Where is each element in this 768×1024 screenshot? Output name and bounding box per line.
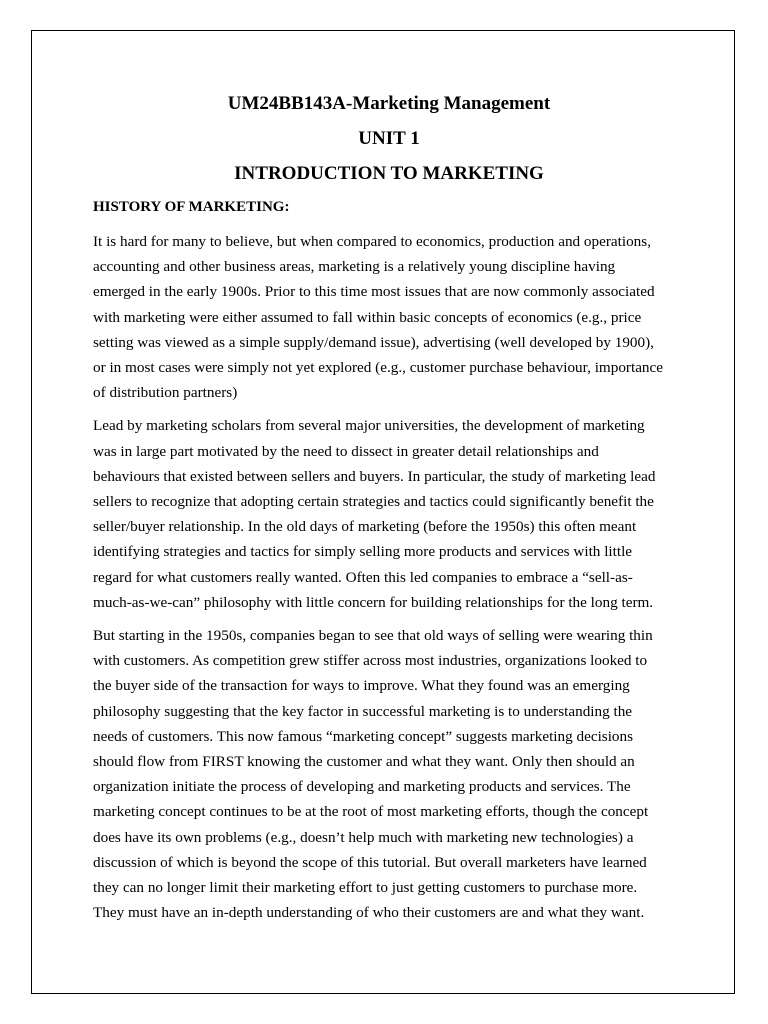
text-line: sellers to recognize that adopting certain strategies and tactics could significantly benefit the	[93, 493, 654, 511]
text-line: Lead by marketing scholars from several major universities, the development of marketing	[93, 417, 645, 435]
text-line: of distribution partners)	[93, 384, 238, 402]
text-line: discussion of which is beyond the scope of this tutorial. But overall marketers have learned	[93, 853, 647, 871]
paragraph-3	[93, 623, 685, 925]
paragraph-2	[93, 413, 685, 615]
text-line: seller/buyer relationship. In the old days of marketing (before the 1950s) this often meant	[93, 518, 637, 536]
text-line: does have its own problems (e.g., doesn’t help much with marketing new technologies) a	[93, 828, 634, 846]
text-line: the buyer side of the transaction for ways to improve. What they found was an emerging	[93, 677, 630, 695]
text-line: They must have an in-depth understanding of who their customers are and what they want.	[93, 904, 645, 922]
text-line: identifying strategies and tactics for simply selling more products and services with little	[93, 543, 633, 561]
text-line: accounting and other business areas, marketing is a relatively young discipline having	[93, 258, 616, 276]
text-line: behaviours that existed between sellers and buyers. In particular, the study of marketing lead	[93, 467, 656, 485]
text-line: much-as-we-can” philosophy with little concern for building relationships for the long term.	[93, 593, 654, 611]
text-line: should flow from FIRST knowing the customer and what they want. Only then should an	[93, 753, 635, 771]
text-line: needs of customers. This now famous “marketing concept” suggests marketing decisions	[93, 727, 634, 745]
course-title: UM24BB143A-Marketing Management	[227, 93, 551, 114]
text-line: But starting in the 1950s, companies began to see that old ways of selling were wearing thin	[93, 627, 653, 645]
text-line: or in most cases were simply not yet explored (e.g., customer purchase behaviour, importance	[93, 359, 664, 377]
unit-title: INTRODUCTION TO MARKETING	[234, 163, 544, 184]
text-line: emerged in the early 1900s. Prior to this time most issues that are now commonly associated	[93, 283, 655, 301]
text-line: with marketing were either assumed to fall within basic concepts of economics (e.g., price	[93, 308, 642, 326]
text-line: philosophy suggesting that the key factor in successful marketing is to understanding the	[93, 702, 633, 720]
text-line: regard for what customers really wanted. Often this led companies to embrace a “sell-as-	[93, 568, 633, 586]
text-line: marketing concept continues to be at the root of most marketing efforts, though the concept	[93, 803, 649, 821]
paragraph-1	[93, 229, 685, 405]
section-heading: HISTORY OF MARKETING:	[93, 199, 290, 215]
unit-number: UNIT 1	[358, 128, 420, 149]
text-line: was in large part motivated by the need to dissect in greater detail relationships and	[93, 442, 599, 460]
text-line: It is hard for many to believe, but when compared to economics, production and operations,	[93, 233, 651, 250]
text-line: they can no longer limit their marketing effort to just getting customers to purchase more.	[93, 879, 638, 897]
text-line: with customers. As competition grew stiffer across most industries, organizations looked to	[93, 652, 648, 670]
text-line: setting was viewed as a simple supply/demand issue), advertising (well developed by 1900),	[93, 333, 654, 351]
text-line: organization initiate the process of developing and marketing products and services. The	[93, 778, 631, 796]
document-body	[93, 86, 685, 933]
